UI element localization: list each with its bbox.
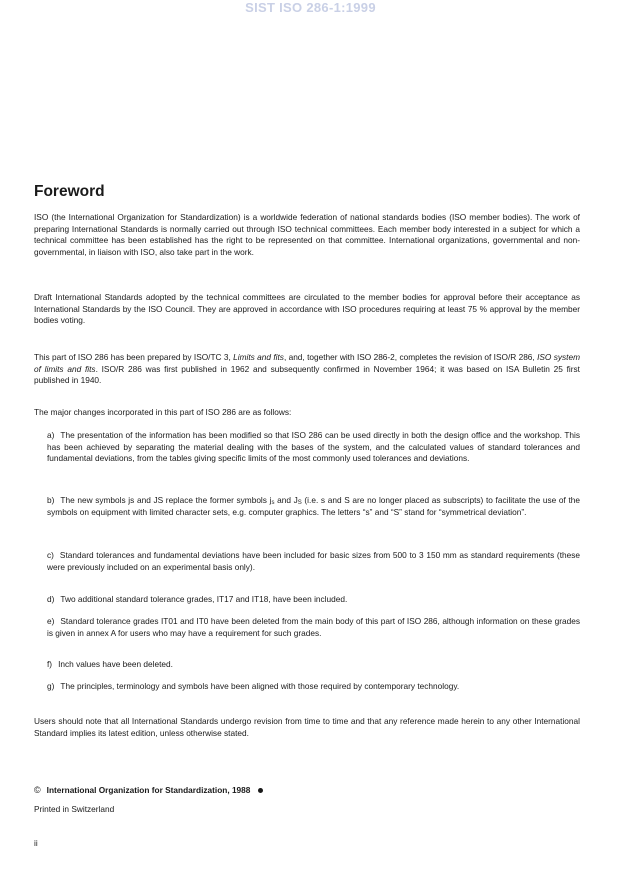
item-label: g)	[47, 681, 55, 691]
printed-in: Printed in Switzerland	[34, 804, 115, 814]
item-text: The principles, terminology and symbols have been aligned with those required by contemporary technology.	[60, 681, 460, 691]
item-text: Standard tolerances and fundamental deviations have been included for basic sizes from 500 to 3 150 mm as standard requirements (these were previously included on an experimental basis only).	[47, 550, 580, 572]
preparation-paragraph	[34, 352, 580, 387]
change-item-c	[47, 550, 580, 573]
p3-italic-limits: Limits and fits	[233, 352, 284, 362]
p3-text-2: , and, together with ISO 286-2, completes the revision of ISO/R 286,	[283, 352, 538, 362]
draft-standards-paragraph: Draft International Standards adopted by the technical committees are circulated to the member bodies for approval before their acceptance as International Standards by the ISO Council. They are approved in accordance with ISO procedures requiring at least 75 % approval by the member bodies voting.	[34, 292, 580, 326]
item-text: Standard tolerance grades IT01 and IT0 have been deleted from the main body of this part of ISO 286, although information on these grades is given in annex A for users who may have a requirement for such grades.	[47, 616, 580, 638]
copyright-icon: ©	[34, 785, 41, 795]
page-number: ii	[34, 838, 38, 848]
major-changes-intro: The major changes incorporated in this part of ISO 286 are as follows:	[34, 407, 292, 417]
subscript-S: S	[297, 500, 302, 506]
item-text-3: (i.e. s and S are no longer placed as subscripts) to facilitate the use of the symbols on equipment with limited character sets, e.g. computer graphics. The letters “s” and “S” stand for “symmetrical deviation”.	[47, 495, 580, 517]
change-item-d	[47, 594, 580, 606]
item-label: f)	[47, 659, 53, 669]
change-item-f	[47, 659, 580, 671]
page-title: Foreword	[34, 183, 105, 200]
item-text-2: and J	[274, 495, 298, 505]
intro-paragraph: ISO (the International Organization for Standardization) is a worldwide federation of national standards bodies (ISO member bodies). The work of preparing International Standards is normally carried out through ISO technical committees. Each member body interested in a subject for which a technical committee has been established has the right to be represented on that committee. International organizations, governmental and non-governmental, in liaison with ISO, also take part in the work.	[34, 212, 580, 257]
bullet-icon	[258, 788, 263, 793]
item-text: Inch values have been deleted.	[58, 659, 173, 669]
item-text: Two additional standard tolerance grades, IT17 and IT18, have been included.	[60, 594, 348, 604]
item-label: a)	[47, 430, 55, 440]
watermark: SIST ISO 286-1:1999	[245, 0, 376, 15]
item-label: d)	[47, 594, 55, 604]
p3-text-1: This part of ISO 286 has been prepared by ISO/TC 3,	[34, 352, 234, 362]
change-item-b	[47, 495, 580, 518]
change-item-e	[47, 616, 580, 639]
item-text: The presentation of the information has been modified so that ISO 286 can be used directly in both the design office and the workshop. This has been achieved by separating the material dealing with the bases of the system, and the calculated values of standard tolerances and fundamental deviations, from the tables giving specific limits of the most commonly used tolerances and deviations.	[47, 430, 580, 464]
p3-text-3: . ISO/R 286 was first published in 1962 and subsequently confirmed in November 1964; it was based on ISA Bulletin 25 first published in 1940.	[34, 363, 580, 386]
change-item-a	[47, 430, 580, 465]
item-label: c)	[47, 550, 54, 560]
item-text-1: The new symbols js and JS replace the former symbols j	[60, 495, 272, 505]
copyright-text: International Organization for Standardization, 1988	[46, 785, 251, 795]
p3-italic-system: ISO system of limits and fits	[34, 352, 580, 374]
item-label: b)	[47, 495, 55, 505]
change-item-g	[47, 681, 580, 693]
subscript-s: s	[271, 500, 275, 506]
users-note-paragraph: Users should note that all International Standards undergo revision from time to time and that any reference made herein to any other International Standard implies its latest edition, unless otherwise stated.	[34, 716, 580, 738]
item-label: e)	[47, 616, 55, 626]
copyright-line	[34, 785, 263, 795]
